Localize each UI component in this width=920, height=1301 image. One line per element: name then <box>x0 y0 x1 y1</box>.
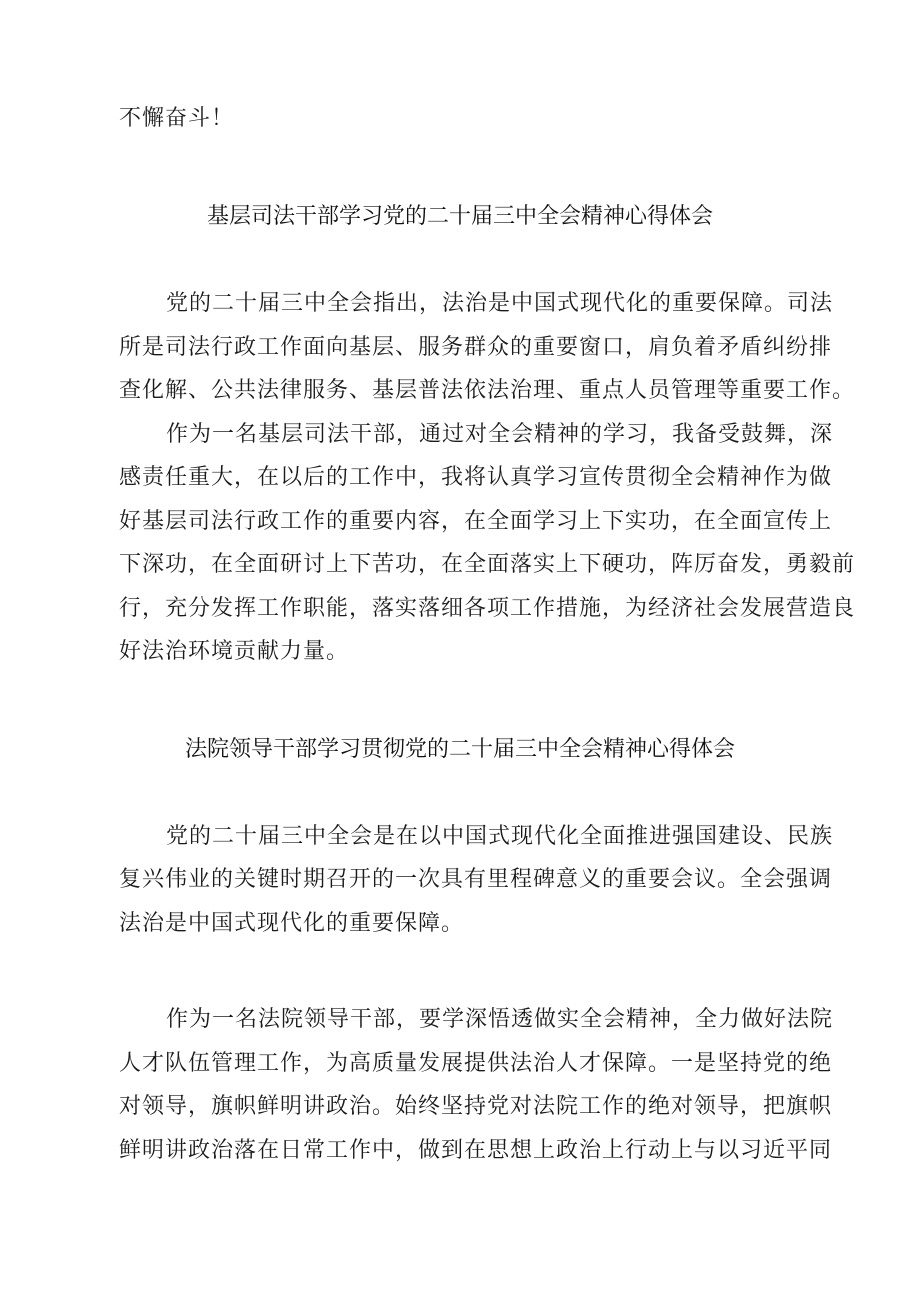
section2-p2-line-3: 对领导，旗帜鲜明讲政治。始终坚持党对法院工作的绝对领导，把旗帜 <box>119 1094 833 1119</box>
section2-title: 法院领导干部学习贯彻党的二十届三中全会精神心得体会 <box>184 737 735 762</box>
section1-p2-line-2: 感责任重大，在以后的工作中，我将认真学习宣传贯彻全会精神作为做 <box>119 465 833 490</box>
section2-p1-line-3: 法治是中国式现代化的重要保障。 <box>119 911 465 936</box>
section2-p2-line-1: 作为一名法院领导干部，要学深悟透做实全会精神，全力做好法院 <box>166 1007 834 1032</box>
section2-p2-line-4: 鲜明讲政治落在日常工作中，做到在思想上政治上行动上与以习近平同 <box>119 1138 833 1163</box>
section1-p2-line-4: 下深功，在全面研讨上下苦功，在全面落实上下硬功，阵厉奋发，勇毅前 <box>119 552 856 577</box>
section2-p1-line-2: 复兴伟业的关键时期召开的一次具有里程碑意义的重要会议。全会强调 <box>119 867 833 892</box>
section1-p2-line-1: 作为一名基层司法干部，通过对全会精神的学习，我备受鼓舞，深 <box>166 422 834 447</box>
section2-p2-line-2: 人才队伍管理工作，为高质量发展提供法治人才保障。一是坚持党的绝 <box>119 1051 833 1076</box>
section1-p1-line-1: 党的二十届三中全会指出，法治是中国式现代化的重要保障。司法 <box>166 291 834 316</box>
section1-p2-line-3: 好基层司法行政工作的重要内容，在全面学习上下实功，在全面宣传上 <box>119 509 833 534</box>
section1-p1-line-3: 查化解、公共法律服务、基层普法依法治理、重点人员管理等重要工作。 <box>119 378 856 403</box>
section2-p1-line-1: 党的二十届三中全会是在以中国式现代化全面推进强国建设、民族 <box>166 824 834 849</box>
opening-line: 不懈奋斗！ <box>119 106 235 131</box>
section1-p2-line-6: 好法治环境贡献力量。 <box>119 639 350 664</box>
section1-p1-line-2: 所是司法行政工作面向基层、服务群众的重要窗口，肩负着矛盾纠纷排 <box>119 335 833 360</box>
section1-p2-line-5: 行，充分发挥工作职能，落实落细各项工作措施，为经济社会发展营造良 <box>119 596 856 621</box>
section1-title: 基层司法干部学习党的二十届三中全会精神心得体会 <box>206 204 713 229</box>
